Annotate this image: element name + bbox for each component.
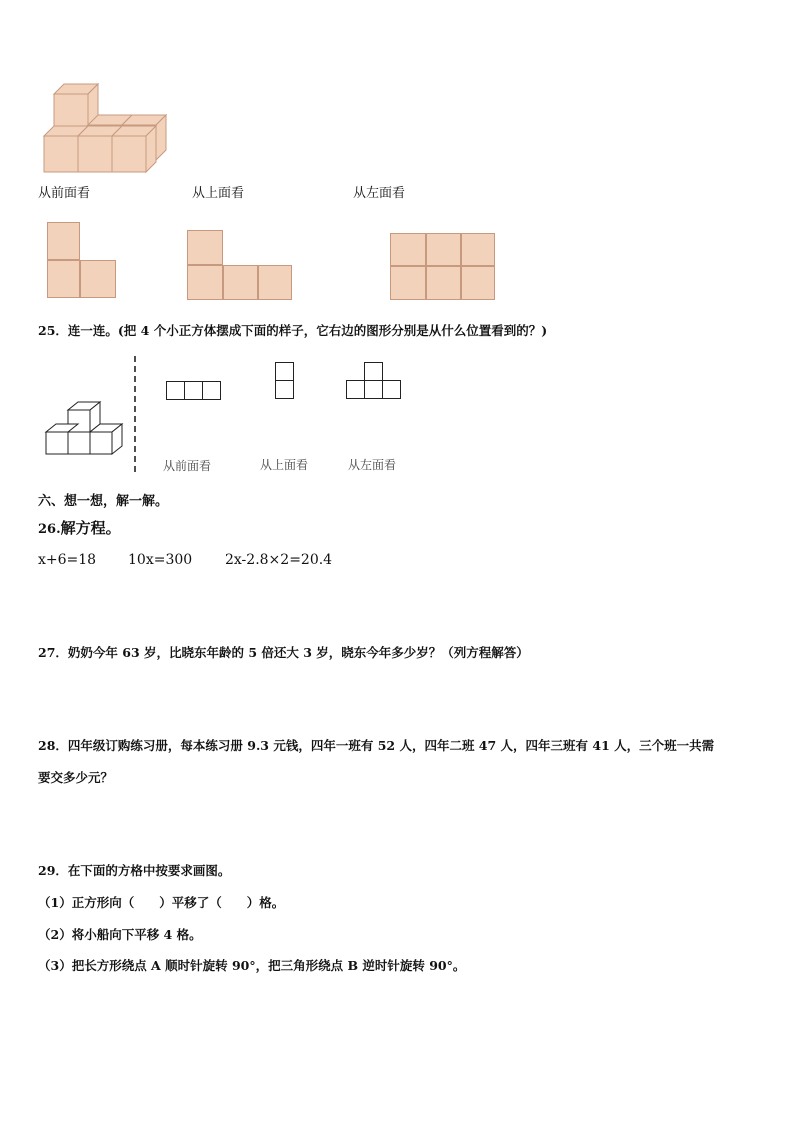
view-square: [47, 222, 80, 260]
outline-square: [202, 381, 221, 400]
view-square: [390, 266, 426, 300]
left-view-figure: [390, 233, 498, 303]
q26-title: 解方程。: [60, 519, 121, 537]
view-square: [426, 266, 461, 300]
q25-label-front: 从前面看: [163, 459, 212, 473]
equation-2: 10x=300: [128, 552, 193, 568]
view-square: [461, 266, 495, 300]
q29-item-1: （1）正方形向（ ）平移了（ ）格。: [38, 895, 285, 910]
top-view-figure: [187, 230, 297, 302]
q29-question: 29．在下面的方格中按要求画图。: [38, 863, 231, 878]
q28-question-line2: 要交多少元？: [38, 770, 114, 785]
view-square: [461, 233, 495, 266]
cube-stack-3d-figure: [40, 80, 175, 175]
outline-square: [275, 362, 294, 381]
q29-item-3: （3）把长方形绕点 A 顺时针旋转 90°，把三角形绕点 B 逆时针旋转 90°。: [38, 958, 466, 973]
outline-square: [346, 380, 365, 399]
q25-question: 25．连一连。(把 4 个小正方体摆成下面的样子，它右边的图形分别是从什么位置看到的？): [38, 323, 548, 338]
q29-item-2: （2）将小船向下平移 4 格。: [38, 927, 202, 942]
front-view-figure: [47, 222, 119, 300]
outline-square: [364, 362, 383, 381]
q25-label-top: 从上面看: [260, 458, 309, 472]
q25-label-left: 从左面看: [348, 458, 397, 472]
dashed-divider: [131, 356, 139, 474]
view-square: [187, 230, 223, 265]
label-view-front: 从前面看: [38, 186, 91, 201]
view-square: [390, 233, 426, 266]
outline-view-3: [346, 362, 402, 400]
q28-question-line1: 28．四年级订购练习册，每本练习册 9.3 元钱，四年一班有 52 人，四年二班 47 人，四年三班有 41 人，三个班一共需: [38, 738, 715, 753]
equation-1: x+6=18: [38, 552, 97, 568]
equation-3: 2x-2.8×2=20.4: [225, 552, 333, 568]
q26-heading: [38, 520, 121, 538]
view-square: [258, 265, 292, 300]
outline-square: [166, 381, 185, 400]
outline-square: [275, 380, 294, 399]
outline-square: [382, 380, 401, 399]
label-view-left: 从左面看: [353, 186, 406, 201]
cube-stack-outline-figure: [44, 398, 126, 458]
q27-question: 27．奶奶今年 63 岁，比晓东年龄的 5 倍还大 3 岁，晓东今年多少岁？（列方程解答）: [38, 645, 529, 660]
q26-number: 26.: [38, 522, 61, 537]
view-square: [426, 233, 461, 266]
outline-view-2: [275, 362, 295, 400]
outline-square: [184, 381, 203, 400]
outline-view-1: [166, 381, 222, 401]
label-view-top: 从上面看: [192, 186, 245, 201]
outline-square: [364, 380, 383, 399]
view-square: [47, 260, 80, 298]
view-square: [80, 260, 116, 298]
view-square: [223, 265, 258, 300]
section-heading: 六、想一想，解一解。: [38, 494, 169, 509]
view-square: [187, 265, 223, 300]
